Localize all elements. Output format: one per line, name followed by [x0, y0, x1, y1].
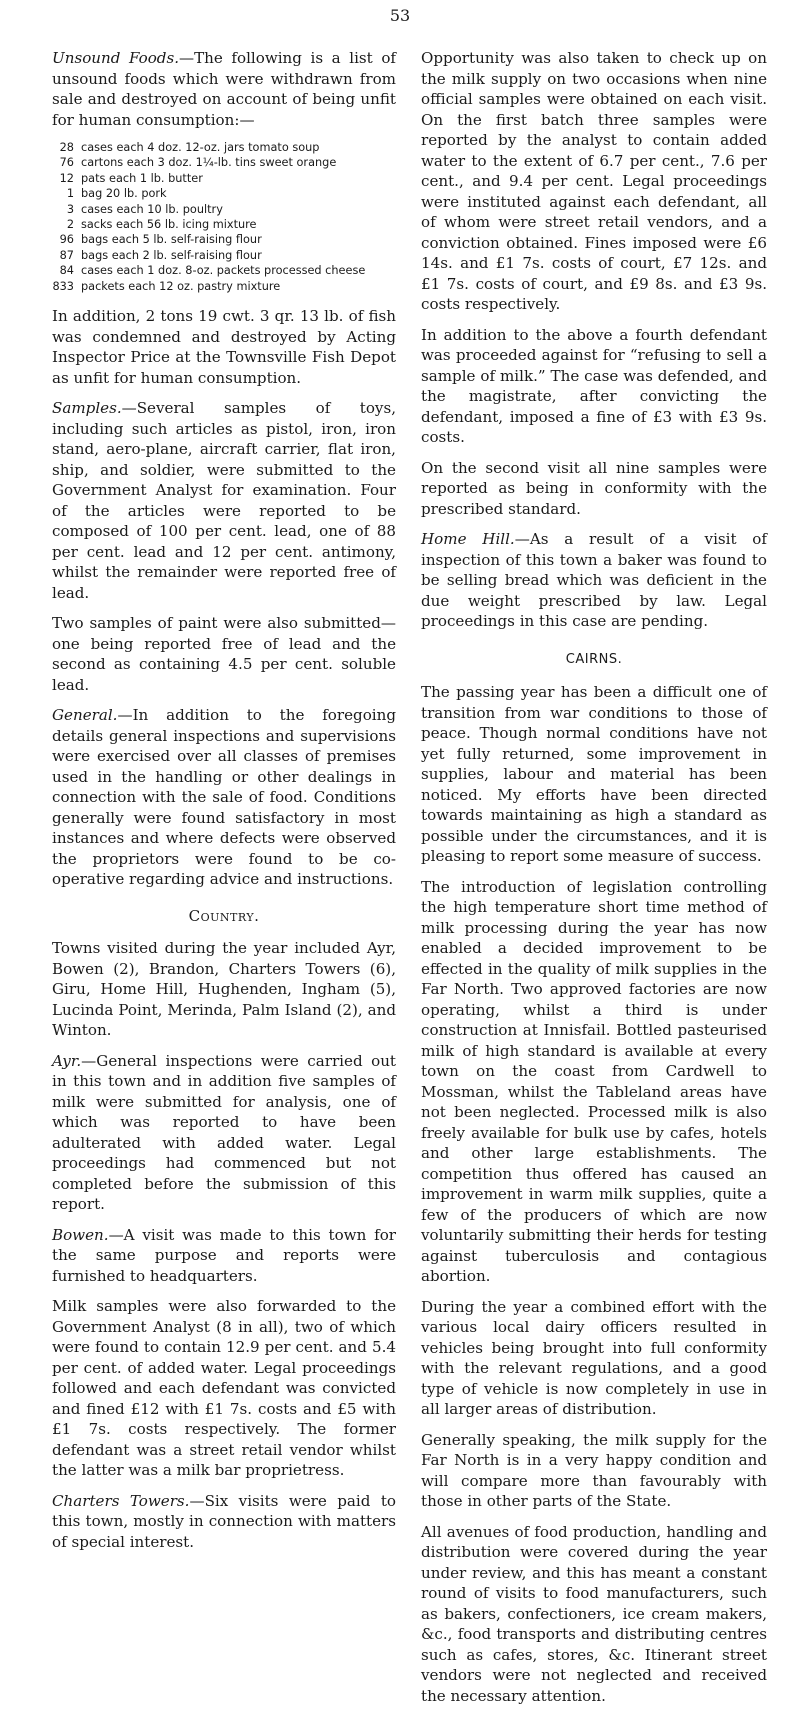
cairns-paragraph-4: Generally speaking, the milk supply for the Far North is in a very happy condition and will compare more than favourably with those in other parts of the State. — [421, 1430, 767, 1510]
list-item: 87 bags each 2 lb. self-raising flour — [59, 248, 262, 262]
list-item: 1 bag 20 lb. pork — [66, 187, 167, 201]
fish-paragraph: In addition, 2 tons 19 cwt. 3 qr. 13 lb. of fish was condemned and destroyed by Acting Inspector Price at the Townsville Fish Depot as unfit for human consumption. — [52, 307, 396, 387]
cairns-heading: CAIRNS. — [565, 651, 623, 667]
list-item: 2 sacks each 56 lb. icing mixture — [66, 218, 257, 232]
opportunity-paragraph: Opportunity was also taken to check up on the milk supply on two occasions when nine official samples were obtained on each visit. On the first batch three samples were reported by the analyst to contain added water to the extent of 6.7 per cent., 7.6 per cent., and 9.4 per cent. Legal proceedings were instituted against each defendant, all of whom were street retail vendors, and a conviction obtained. Fines imposed were £6 14s. and £1 7s. costs of court, £7 12s. and £1 7s. costs of court, and £9 8s. and £3 9s. costs respectively. — [421, 49, 767, 313]
bowen-milk-paragraph: Milk samples were also forwarded to the Government Analyst (8 in all), two of which were found to contain 12.9 per cent. and 5.4 per cent. of added water. Legal proceedings followed and each defendant was convicted and fined £12 with £1 7s. costs and £5 with £1 7s. costs respectively. The former defendant was a street retail vendor whilst the latter was a milk bar proprietress. — [52, 1297, 396, 1480]
bowen-label: Bowen. — [52, 1225, 109, 1244]
list-item: 12 pats each 1 lb. butter — [59, 171, 203, 185]
list-item: 3 cases each 10 lb. poultry — [66, 202, 223, 216]
refusing-paragraph: In addition to the above a fourth defendant was proceeded against for “refusing to sell a sample of milk.” The case was defended, and the magistrate, after convicting the defendant, imposed a fine of £3 with £3 9s. costs. — [421, 325, 767, 446]
general-label: General. — [52, 706, 118, 725]
charters-towers-paragraph: Charters Towers.—Six visits were paid to this town, mostly in connection with matters of special interest. — [52, 1491, 396, 1551]
paint-paragraph: Two samples of paint were also submitted—one being reported free of lead and the second as containing 4.5 per cent. soluble lead. — [52, 614, 396, 694]
cairns-paragraph-2: The introduction of legislation controlling the high temperature short time method of milk processing during the year has now enabled a decided improvement to be effected in the quality of milk supplies in the Far North. Two approved factories are now operating, whilst a third is under construction at Innisfail. Bottled pasteurised milk of high standard is available at every town on the coast from Cardwell to Mossman, whilst the Tableland areas have not been neglected. Processed milk is also freely available for bulk use by cafes, hotels and other large establishments. The competition thus offered has caused an improvement in warm milk supplies, quite a few of the producers of which are now voluntarily submitting their herds for testing against tuberculosis and contagious abortion. — [421, 877, 767, 1285]
samples-paragraph: Samples.—Several samples of toys, including such articles as pistol, iron, iron stand, aero-plane, aircraft carrier, flat iron, ship, and soldier, were submitted to the Government Analyst for examination. Four of the articles were reported to be composed of 100 per cent. lead, one of 88 per cent. lead and 12 per cent. antimony, whilst the remainder were reported free of lead. — [52, 399, 396, 602]
unsound-foods-paragraph: Unsound Foods.—The following is a list of unsound foods which were withdrawn from sale and destroyed on account of being unfit for human consumption:— — [52, 49, 396, 129]
cairns-paragraph-1: The passing year has been a difficult one of transition from war conditions to those of peace. Though normal conditions have not yet fully returned, some improvement in supplies, labour and material has been noticed. My efforts have been directed towards maintaining as high a standard as possible under the circumstances, and it is pleasing to report some measure of success. — [421, 683, 767, 865]
cairns-paragraph-5: All avenues of food production, handling and distribution were covered during the year under review, and this has meant a constant round of visits to food manufacturers, such as bakers, confectioners, ice cream makers, &c., food transports and distributing centres such as cafes, stores, &c. Itinerant street vendors were not neglected and received the necessary attention. — [421, 1522, 767, 1705]
left-column — [52, 48, 396, 1562]
list-item: 96 bags each 5 lb. self-raising flour — [59, 233, 262, 247]
unsound-foods-label: Unsound Foods. — [52, 49, 179, 67]
unsound-foods-list — [52, 140, 396, 294]
list-item: 84 cases each 1 doz. 8-oz. packets processed cheese — [59, 264, 366, 278]
bowen-paragraph: Bowen.—A visit was made to this town for the same purpose and reports were furnished to headquarters. — [52, 1225, 396, 1285]
general-paragraph: General.—In addition to the foregoing details general inspections and supervisions were exercised over all classes of premises used in the handling or other dealings in connection with the sale of food. Conditions generally were found satisfactory in most instances and where defects were observed the proprietors were found to be co-operative regarding advice and instructions. — [52, 706, 396, 889]
country-paragraph: Towns visited during the year included Ayr, Bowen (2), Brandon, Charters Towers (6), Giru, Home Hill, Hughenden, Ingham (5), Lucinda Point, Merinda, Palm Island (2), and Winton. — [52, 939, 396, 1040]
charters-towers-label: Charters Towers. — [52, 1491, 190, 1510]
home-hill-paragraph: Home Hill.—As a result of a visit of inspection of this town a baker was found to be selling bread which was deficient in the due weight prescribed by law. Legal proceedings in this case are pending. — [421, 530, 767, 630]
home-hill-label: Home Hill. — [421, 530, 515, 548]
second-visit-paragraph: On the second visit all nine samples were reported as being in conformity with the prescribed standard. — [421, 458, 767, 518]
ayr-label: Ayr. — [52, 1051, 82, 1070]
samples-label: Samples. — [52, 399, 122, 418]
right-column — [421, 48, 767, 1716]
ayr-paragraph: Ayr.—General inspections were carried out in this town and in addition five samples of milk were submitted for analysis, one of which was reported to have been adulterated with added water. Legal proceedings had commenced but not completed before the submission of this report. — [52, 1051, 396, 1214]
list-item: 28 cases each 4 doz. 12-oz. jars tomato soup — [59, 141, 320, 154]
country-heading: Country. — [188, 906, 260, 925]
cairns-paragraph-3: During the year a combined effort with the various local dairy officers resulted in vehicles being brought into full conformity with the relevant regulations, and a good type of vehicle is now completely in use in all larger areas of distribution. — [421, 1297, 767, 1418]
list-item: 76 cartons each 3 doz. 1¼-lb. tins sweet orange — [59, 156, 337, 170]
list-item: 833 packets each 12 oz. pastry mixture — [52, 279, 281, 293]
page-number: 53 — [389, 6, 411, 25]
